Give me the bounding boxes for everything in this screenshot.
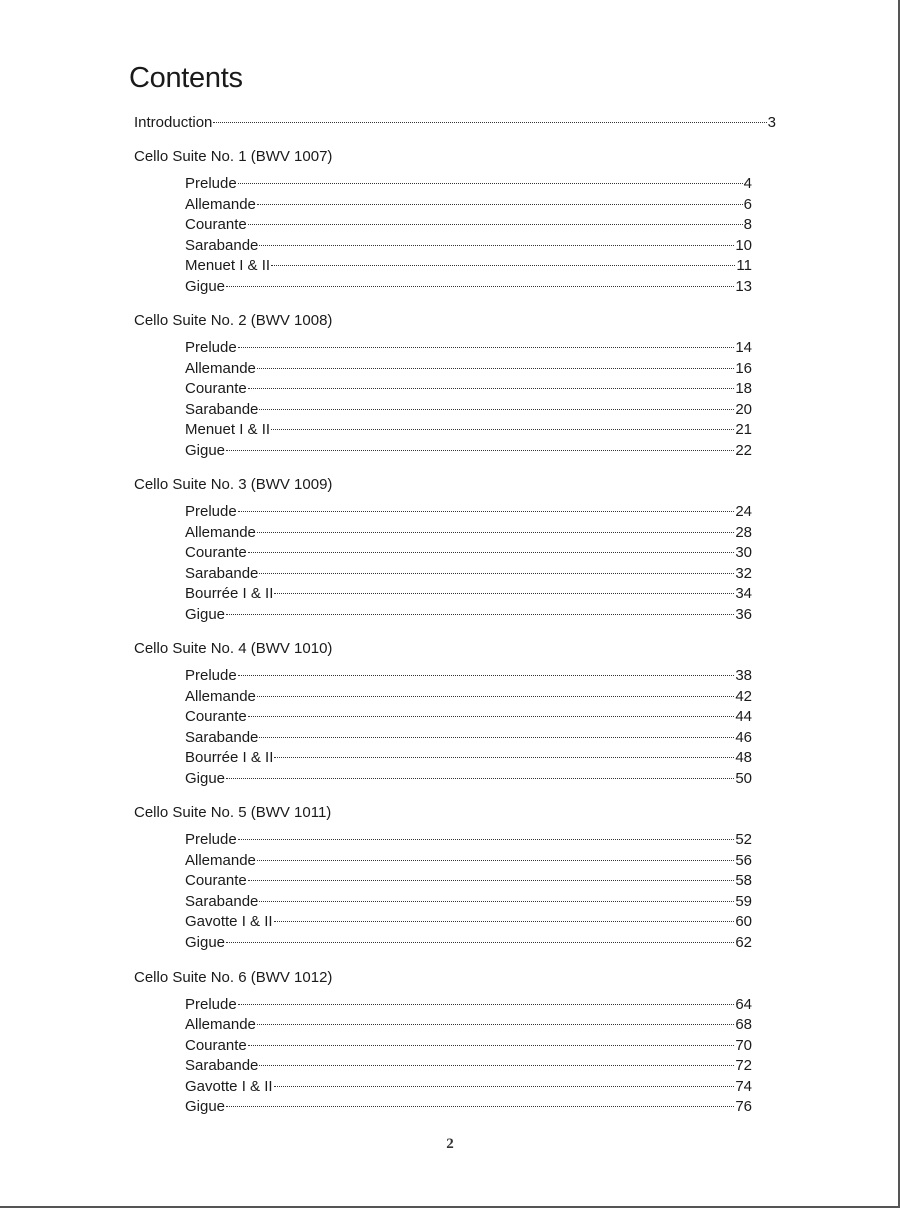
dot-leader (259, 1050, 734, 1071)
dot-leader (259, 229, 734, 250)
toc-entry-page: 36 (735, 605, 752, 623)
toc-entry-label: Prelude (185, 995, 237, 1013)
toc-entry-movement[interactable] (134, 660, 752, 685)
toc-entry-page: 18 (735, 380, 752, 398)
page-number: 2 (446, 1136, 454, 1152)
toc-entry-page: 13 (735, 277, 752, 295)
dot-leader (226, 926, 734, 947)
dot-leader (248, 373, 735, 394)
toc-entry-page: 10 (735, 236, 752, 254)
toc-entry-page: 20 (735, 400, 752, 418)
dot-leader (274, 1070, 735, 1091)
toc-entry-movement[interactable] (134, 598, 752, 623)
toc-entry-label: Menuet I & II (185, 421, 271, 439)
toc-entry-label: Sarabande (185, 1057, 259, 1075)
toc-entry-label: Courante (185, 380, 247, 398)
toc-entry-page: 70 (735, 1036, 752, 1054)
toc-entry-movement[interactable] (134, 168, 752, 193)
toc-entry-label: Prelude (185, 831, 237, 849)
suite-heading[interactable]: Cello Suite No. 4 (BWV 1010) (134, 640, 333, 658)
toc-entry-page: 4 (743, 175, 752, 193)
suites-list (134, 147, 776, 1116)
toc-entry-label: Courante (185, 872, 247, 890)
dot-leader (274, 578, 734, 599)
suite-heading[interactable]: Cello Suite No. 6 (BWV 1012) (134, 968, 333, 986)
toc-entry-introduction[interactable] (134, 106, 776, 131)
toc-entry-page: 21 (735, 421, 752, 439)
toc-entry-page: 48 (735, 749, 752, 767)
toc-entry-label: Courante (185, 708, 247, 726)
toc-entry-label: Courante (185, 544, 247, 562)
toc-entry-page: 30 (735, 544, 752, 562)
toc-entry-page: 59 (735, 892, 752, 910)
dot-leader (271, 414, 734, 435)
dot-leader (257, 352, 734, 373)
dot-leader (226, 762, 734, 783)
dot-leader (238, 660, 735, 681)
toc-entry-page: 64 (735, 995, 752, 1013)
page-title: Contents (129, 62, 243, 94)
dot-leader (226, 434, 734, 455)
toc-entry-page: 72 (735, 1057, 752, 1075)
toc-entry-page: 14 (735, 339, 752, 357)
dot-leader (257, 1009, 734, 1030)
toc-entry-page: 34 (735, 585, 752, 603)
toc-entry-movement[interactable] (134, 1091, 752, 1116)
dot-leader (248, 209, 743, 230)
toc-entry-movement[interactable] (134, 332, 752, 357)
toc-entry-label: Sarabande (185, 236, 259, 254)
toc-entry-page: 60 (735, 913, 752, 931)
toc-entry-movement[interactable] (134, 434, 752, 459)
suite-heading[interactable]: Cello Suite No. 5 (BWV 1011) (134, 804, 332, 822)
toc-entry-label: Gigue (185, 605, 226, 623)
suite-section (134, 968, 776, 1116)
toc-entry-label: Allemande (185, 523, 256, 541)
toc-entry-label: Sarabande (185, 728, 259, 746)
suite-section (134, 639, 776, 787)
toc-entry-label: Gigue (185, 441, 226, 459)
dot-leader (238, 332, 735, 353)
suite-section (134, 147, 776, 295)
dot-leader (226, 1091, 734, 1112)
dot-leader (238, 496, 735, 517)
suite-heading[interactable]: Cello Suite No. 3 (BWV 1009) (134, 476, 333, 494)
dot-leader (257, 680, 734, 701)
toc-entry-label: Bourrée I & II (185, 585, 274, 603)
toc-entry-label: Bourrée I & II (185, 749, 274, 767)
toc-entry-label: Sarabande (185, 892, 259, 910)
toc-entry-label: Allemande (185, 1016, 256, 1034)
toc-entry-label: Prelude (185, 503, 237, 521)
toc-entry-label: Introduction (134, 113, 213, 131)
dot-leader (259, 557, 734, 578)
dot-leader (238, 168, 743, 189)
dot-leader (257, 844, 734, 865)
toc-entry-movement[interactable] (134, 762, 752, 787)
toc-entry-page: 16 (735, 359, 752, 377)
toc-entry-label: Allemande (185, 851, 256, 869)
toc-entry-label: Allemande (185, 359, 256, 377)
suite-heading[interactable]: Cello Suite No. 1 (BWV 1007) (134, 148, 333, 166)
suite-section (134, 803, 776, 951)
toc-entry-page: 50 (735, 769, 752, 787)
toc-entry-label: Gigue (185, 277, 226, 295)
toc-entry-page: 58 (735, 872, 752, 890)
toc-entry-page: 28 (735, 523, 752, 541)
toc-entry-page: 44 (735, 708, 752, 726)
toc-entry-page: 52 (735, 831, 752, 849)
dot-leader (226, 598, 734, 619)
dot-leader (259, 885, 734, 906)
toc-entry-label: Gavotte I & II (185, 913, 273, 931)
toc-entry-page: 38 (735, 667, 752, 685)
dot-leader (248, 701, 735, 722)
toc-entry-movement[interactable] (134, 270, 752, 295)
suite-section (134, 475, 776, 623)
toc-entry-label: Courante (185, 216, 247, 234)
dot-leader (238, 824, 735, 845)
toc-entry-label: Gigue (185, 1098, 226, 1116)
toc-entry-page: 8 (743, 216, 752, 234)
toc-entry-page: 6 (743, 195, 752, 213)
dot-leader (271, 250, 735, 271)
dot-leader (226, 270, 734, 291)
toc-entry-label: Sarabande (185, 400, 259, 418)
toc-entry-page: 46 (735, 728, 752, 746)
toc-entry-page: 24 (735, 503, 752, 521)
toc-entry-label: Prelude (185, 175, 237, 193)
toc-entry-page: 74 (735, 1077, 752, 1095)
toc-entry-label: Gigue (185, 933, 226, 951)
dot-leader (274, 906, 735, 927)
table-of-contents (134, 106, 776, 1116)
toc-entry-page: 68 (735, 1016, 752, 1034)
dot-leader (257, 516, 734, 537)
toc-entry-movement[interactable] (134, 824, 752, 849)
toc-entry-label: Prelude (185, 339, 237, 357)
suite-heading[interactable]: Cello Suite No. 2 (BWV 1008) (134, 312, 333, 330)
dot-leader (213, 106, 766, 127)
dot-leader (257, 188, 743, 209)
toc-entry-movement[interactable] (134, 496, 752, 521)
toc-entry-label: Gigue (185, 769, 226, 787)
toc-entry-page: 3 (767, 113, 776, 131)
dot-leader (248, 1029, 735, 1050)
toc-entry-label: Gavotte I & II (185, 1077, 273, 1095)
toc-entry-movement[interactable] (134, 926, 752, 951)
toc-entry-page: 42 (735, 687, 752, 705)
toc-entry-page: 11 (736, 257, 752, 275)
toc-entry-page: 76 (735, 1098, 752, 1116)
dot-leader (259, 393, 734, 414)
dot-leader (238, 988, 735, 1009)
toc-entry-label: Courante (185, 1036, 247, 1054)
toc-entry-label: Prelude (185, 667, 237, 685)
suite-section (134, 311, 776, 459)
dot-leader (259, 721, 734, 742)
toc-entry-label: Sarabande (185, 564, 259, 582)
dot-leader (248, 537, 735, 558)
toc-entry-label: Menuet I & II (185, 257, 271, 275)
toc-entry-movement[interactable] (134, 988, 752, 1013)
dot-leader (248, 865, 735, 886)
toc-entry-page: 62 (735, 933, 752, 951)
toc-entry-label: Allemande (185, 687, 256, 705)
toc-entry-page: 56 (735, 851, 752, 869)
toc-entry-label: Allemande (185, 195, 256, 213)
dot-leader (274, 742, 734, 763)
toc-entry-page: 22 (735, 441, 752, 459)
toc-entry-page: 32 (735, 564, 752, 582)
